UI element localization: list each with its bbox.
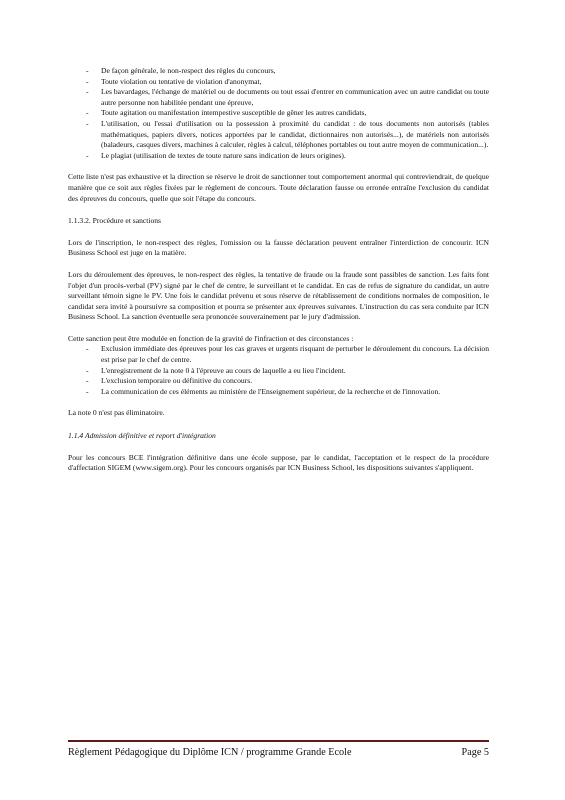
list-item: - L'utilisation, ou l'essai d'utilisation ou la possession à proximité du candidat : de tous documents non autorisés (tables mathématiques, papiers divers, notices apportées par le candidat, dictionnaires non autorisés...), de matériels non autorisés (baladeurs, casques divers, machines à calculer, règles à calcul, téléphones portables ou tout autre moyen de communication...). <box>68 119 489 151</box>
list-item: - Exclusion immédiate des épreuves pour les cas graves et urgents risquant de perturber le déroulement du concours. La décision est prise par le chef de centre. <box>68 344 489 365</box>
list-item: - L'enregistrement de la note 0 à l'épreuve au cours de laquelle a eu lieu l'incident. <box>68 366 489 377</box>
list-item: - Toute violation ou tentative de violation d'anonymat, <box>68 77 489 88</box>
paragraph-inscription: Lors de l'inscription, le non-respect des règles, l'omission ou la fausse déclaration peuvent entraîner l'interdiction de concourir. ICN Business School est juge en la matière. <box>68 237 489 258</box>
list-item: - De façon générale, le non-respect des règles du concours, <box>68 66 489 77</box>
page-footer <box>68 740 489 759</box>
list-item: - Toute agitation ou manifestation intempestive susceptible de gêner les autres candidats, <box>68 108 489 119</box>
page-number: Page 5 <box>461 747 489 758</box>
paragraph-sanction: Cette sanction peut être modulée en fonction de la gravité de l'infraction et des circonstances : <box>68 333 354 343</box>
infractions-list <box>68 66 489 161</box>
list-item: - La communication de ces éléments au ministère de l'Enseignement supérieur, de la recherche et de l'innovation. <box>68 387 489 398</box>
paragraph-note: La note 0 n'est pas éliminatoire. <box>68 408 165 418</box>
paragraph-deroulement: Lors du déroulement des épreuves, le non-respect des règles, la tentative de fraude ou la fraude sont passibles de sanction. Les faits font l'objet d'un procès-verbal (PV) signé par le chef de centre, le surveillant et le candidat. En cas de refus de signature du candidat, un autre surveillant témoin signe le PV. Une fois le candidat prévenu et sous réserve de rétablissement de conditions normales de composition, le candidat sera invité à poursuivre sa composition et pourra se présenter aux épreuves suivantes. L'instruction du cas sera conduite par ICN Business School. La sanction éventuelle sera prononcée souverainement par le jury d'admission. <box>68 269 489 322</box>
sanctions-list <box>68 344 489 397</box>
footer-title: Règlement Pédagogique du Diplôme ICN / programme Grande Ecole <box>68 747 352 758</box>
list-item: - Les bavardages, l'échange de matériel ou de documents ou tout essai d'entrer en communication avec un autre candidat ou toute autre personne non habilitée pendant une épreuve, <box>68 87 489 108</box>
list-item: - L'exclusion temporaire ou définitive du concours. <box>68 376 489 387</box>
section-heading-114: 1.1.4 Admission définitive et report d'intégration <box>68 431 216 441</box>
paragraph-liste: Cette liste n'est pas exhaustive et la direction se réserve le droit de sanctionner tout comportement anormal qui contreviendrait, de quelque manière que ce soit aux règles fixées par le règlement de concours. Toute déclaration fausse ou erronée entraîne l'exclusion du candidat des épreuves du concours, quelle que soit l'étape du concours. <box>68 172 489 203</box>
paragraph-bce: Pour les concours BCE l'intégration définitive dans une école suppose, par le candidat, l'acceptation et le respect de la procédure d'affectation SIGEM (www.sigem.org). Pour les concours organisés par ICN Business School, les dispositions suivantes s'appliquent. <box>68 452 489 473</box>
section-heading-1132: 1.1.3.2. Procédure et sanctions <box>68 216 162 226</box>
list-item: - Le plagiat (utilisation de textes de toute nature sans indication de leurs origines). <box>68 151 489 162</box>
